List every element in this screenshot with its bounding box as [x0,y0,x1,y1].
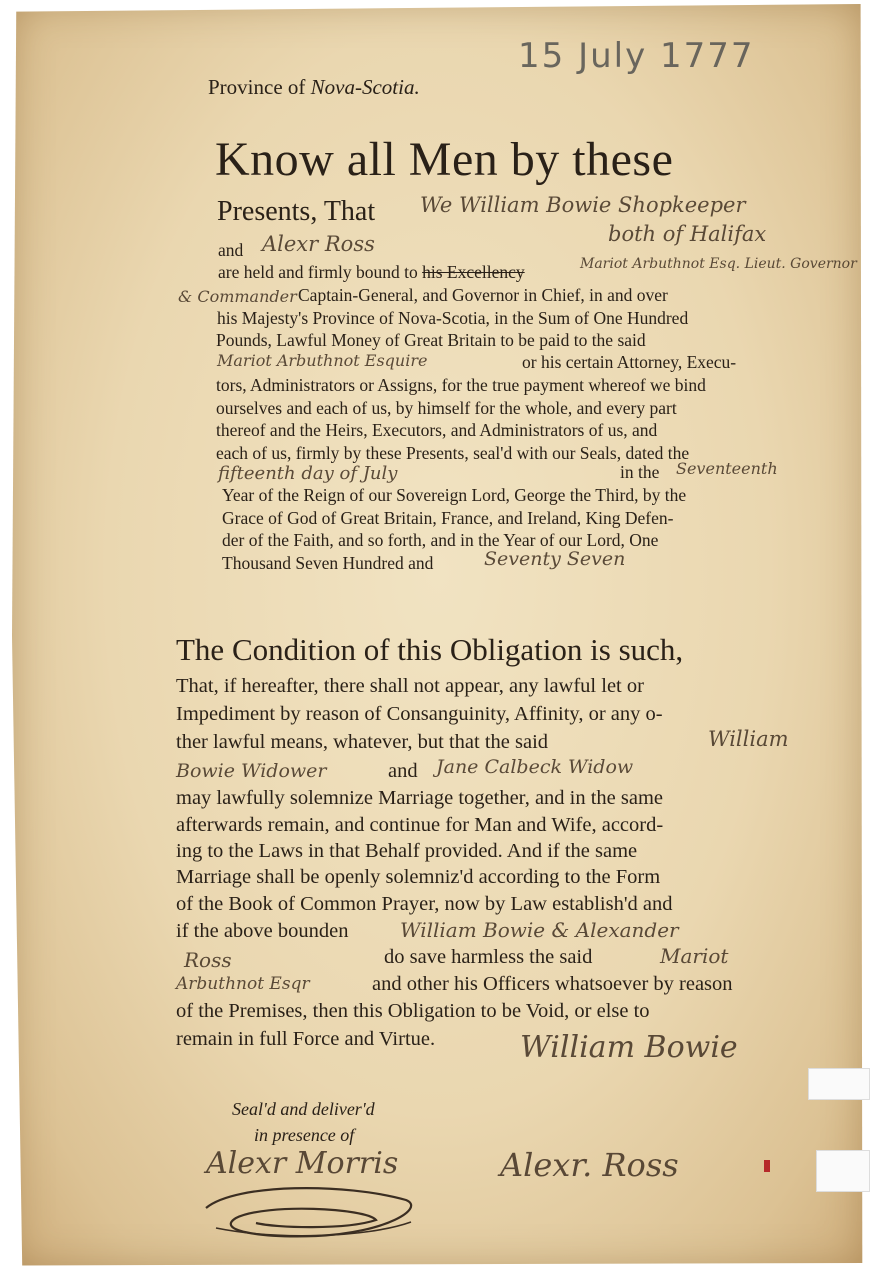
seal-mark [762,1158,774,1174]
handwritten-day: fifteenth day of July [218,463,398,484]
handwritten-halifax: both of Halifax [608,222,767,246]
signature-alexander-ross: Alexr. Ross [500,1146,679,1184]
bond-line: tors, Administrators or Assigns, for the true payment whereof we bind [216,375,706,395]
bond-line: Thousand Seven Hundred and [222,553,434,573]
condition-line: may lawfully solemnize Marriage together, and in the same [176,787,664,809]
condition-line: Impediment by reason of Consanguinity, Affinity, or any o- [176,703,663,725]
bond-line: ourselves and each of us, by himself for the whole, and every part [216,398,677,418]
province-heading: Province of Nova-Scotia. [208,75,420,99]
condition-line: do save harmless the said [384,946,593,968]
bond-line: are held and firmly bound to his Excellency [218,262,525,282]
handwritten-jane: Jane Calbeck Widow [436,756,634,778]
page-tab [808,1068,870,1100]
handwritten-obligee: Mariot Arbuthnot Esquire [217,351,428,370]
condition-line: and other his Officers whatsoever by reason [372,973,733,995]
handwritten-names: We William Bowie Shopkeeper [420,193,746,217]
sealed-note: Seal'd and deliver'd in presence of [232,1099,375,1145]
handwritten-mariot: Mariot [660,944,729,968]
condition-line: afterwards remain, and continue for Man and Wife, accord- [176,814,664,836]
presents-line: Presents, That [217,196,376,227]
bond-title: Know all Men by these [215,133,674,186]
bond-line: Captain-General, and Governor in Chief, in and over [298,285,668,305]
condition-line: of the Book of Common Prayer, now by Law establish'd and [176,893,673,915]
handwritten-ross: Ross [184,948,232,972]
handwritten-seventy: Seventy Seven [484,548,626,570]
condition-title: The Condition of this Obligation is such, [176,632,684,667]
handwritten-year: Seventeenth [676,459,778,478]
handwritten-arbuthnot: Arbuthnot Esqr [176,974,310,994]
bond-line: thereof and the Heirs, Executors, and Administrators of us, and [216,420,658,440]
signature-william-bowie: William Bowie [520,1030,738,1065]
condition-line: remain in full Force and Virtue. [176,1028,436,1050]
bond-line: in the [620,462,660,482]
handwritten-bounden: William Bowie & Alexander [400,918,679,942]
bond-line: his Majesty's Province of Nova-Scotia, in the Sum of One Hundred [217,308,689,328]
and-word: and [218,240,244,260]
bond-line: Grace of God of Great Britain, France, and Ireland, King Defen- [222,508,674,528]
condition-line: if the above bounden [176,920,349,942]
handwritten-commander: & Commander [178,287,297,306]
condition-line: and [388,760,418,782]
bond-line: der of the Faith, and so forth, and in the Year of our Lord, One [222,530,659,550]
condition-line: ing to the Laws in that Behalf provided. And if the same [176,840,638,862]
signature-witness: Alexr Morris [206,1146,399,1181]
page-tab [816,1150,870,1192]
handwritten-william: William [708,727,789,751]
handwritten-bowie-widower: Bowie Widower [176,760,327,782]
bond-line: each of us, firmly by these Presents, seal'd with our Seals, dated the [216,443,690,463]
bond-line: Year of the Reign of our Sovereign Lord, George the Third, by the [222,485,687,505]
condition-line: That, if hereafter, there shall not appear, any lawful let or [176,675,644,697]
handwritten-date: 15 July 1777 [518,36,755,76]
bond-line: or his certain Attorney, Execu- [522,352,737,372]
handwritten-obligee: Mariot Arbuthnot Esq. Lieut. Governor [580,256,857,272]
condition-line: ther lawful means, whatever, but that the said [176,731,549,753]
signature-flourish [196,1178,426,1248]
handwritten-ross: Alexr Ross [262,232,375,256]
bond-line: Pounds, Lawful Money of Great Britain to be paid to the said [216,330,646,350]
condition-line: Marriage shall be openly solemniz'd according to the Form [176,866,661,888]
condition-line: of the Premises, then this Obligation to be Void, or else to [176,1000,650,1022]
